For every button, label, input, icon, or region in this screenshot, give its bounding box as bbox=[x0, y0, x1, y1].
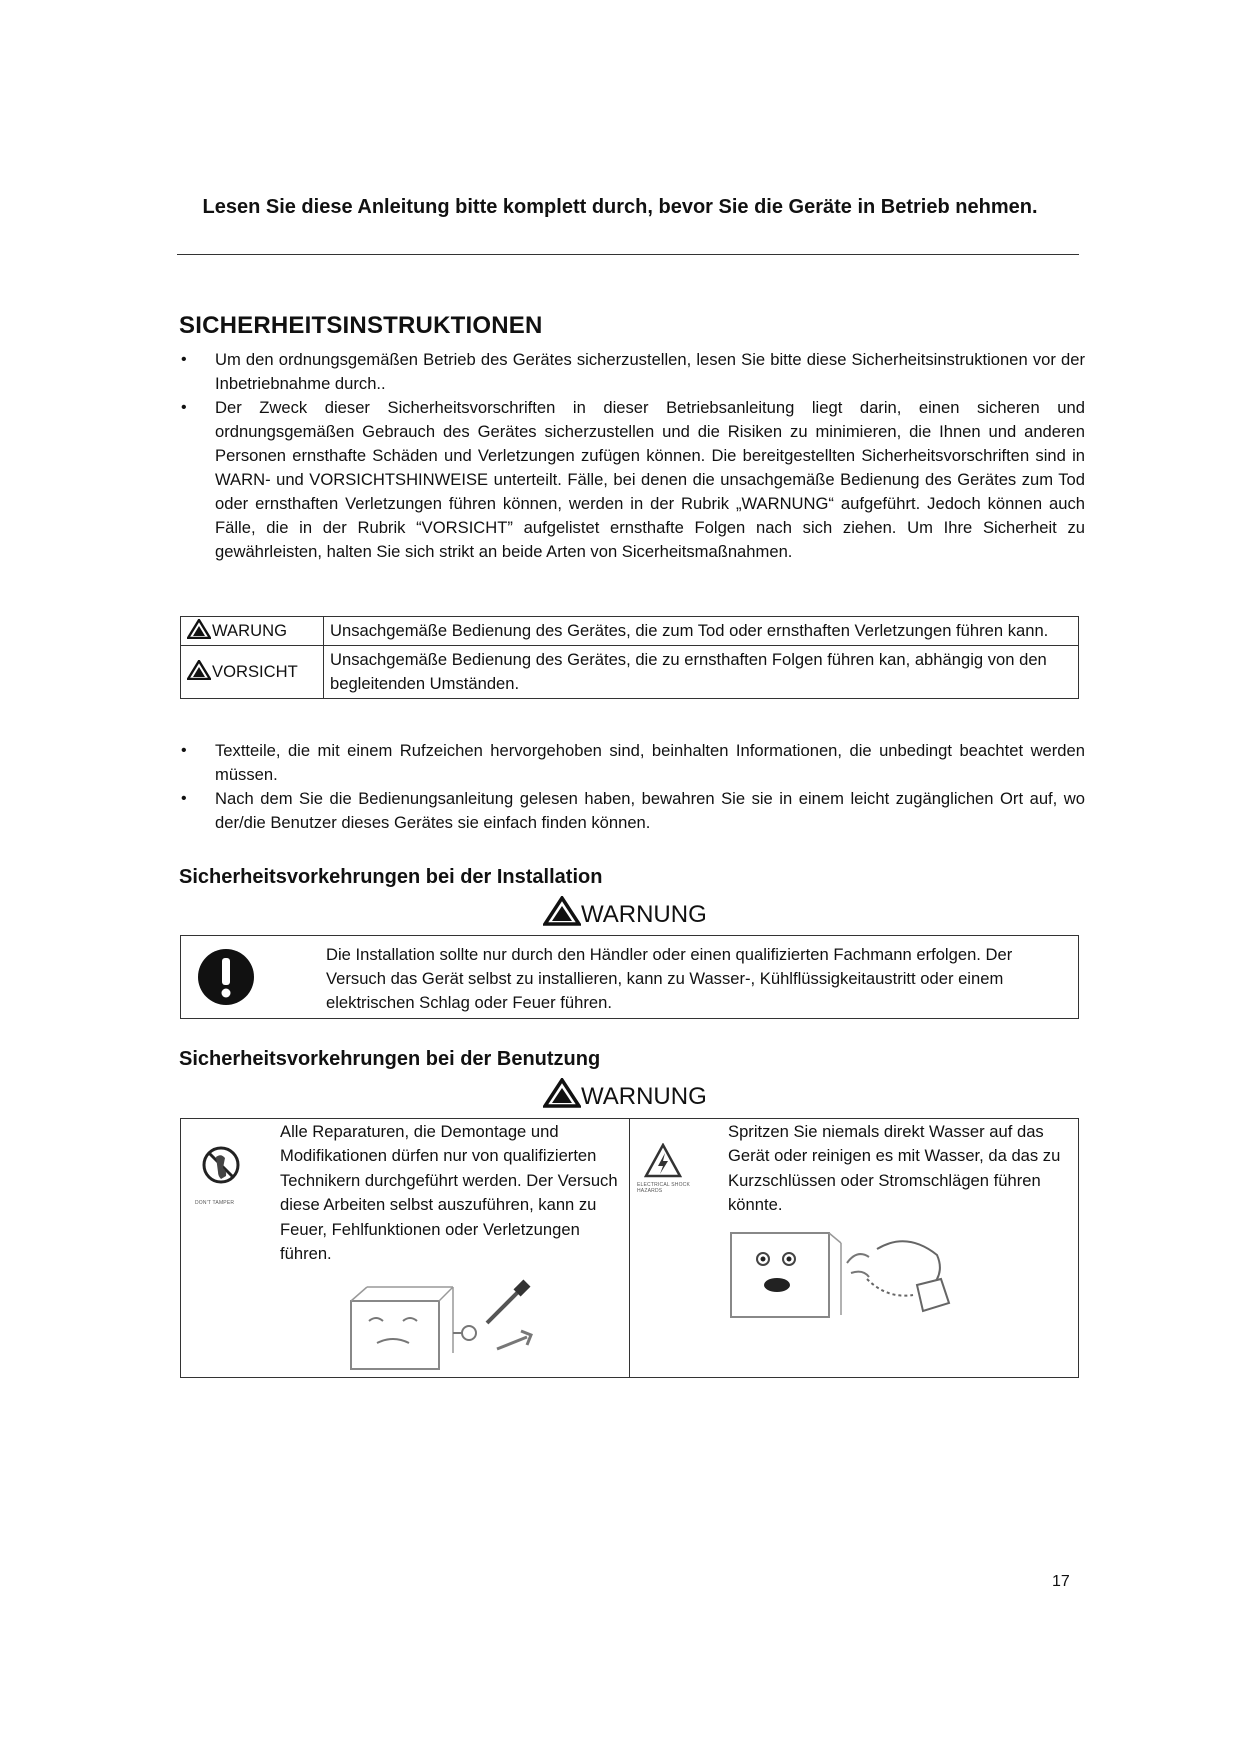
electric-shock-icon bbox=[644, 1143, 682, 1179]
water-spray-illustration bbox=[727, 1229, 957, 1323]
safety-title: SICHERHEITSINSTRUKTIONEN bbox=[179, 312, 543, 339]
divider-line bbox=[177, 254, 1079, 255]
list-item: • Um den ordnungsgemäßen Betrieb des Gerätes sicherzustellen, lesen Sie bitte diese Sicherheitsinstruktionen vor der Inbetriebnahme durch.. bbox=[179, 348, 1085, 396]
exclamation-icon bbox=[197, 948, 255, 1006]
tamper-illustration bbox=[347, 1279, 553, 1373]
warning-triangle-icon bbox=[187, 660, 211, 680]
list-item: • Der Zweck dieser Sicherheitsvorschriften in dieser Betriebsanleitung liegt darin, einen sicheren und ordnungsgemäßen Gebrauch des Gerätes sicherzustellen und die Risiken zu minimieren, die Ihnen und anderen Personen ernsthafte Schäden und Verletzungen zufügen können. Die bereitgestellten Sicherheitsvorschriften sind in WARN- und VORSICHTSHINWEISE unterteilt. Fälle, bei denen die unsachgemäße Bedienung des Gerätes zum Tod oder ernsthaften Verletzungen führen können, werden in der Rubrik „WARNUNG“ aufgeführt. Jedoch können auch Fälle, die in der Rubrik “VORSICHT” aufgelistet ernsthafte Folgen nach sich ziehen. Um Ihre Sicherheit zu gewährleisten, halten Sie sich strikt an beide Arten von Sicerheitsmaßnahmen. bbox=[179, 396, 1085, 564]
no-tamper-icon bbox=[201, 1145, 241, 1189]
list-item: • Nach dem Sie die Bedienungsanleitung gelesen haben, bewahren Sie sie in einem leicht zugänglichen Ort auf, wo der/die Benutzer dieses Gerätes sie einfach finden können. bbox=[179, 787, 1085, 835]
table-row bbox=[181, 646, 1079, 699]
caution-level-text: Unsachgemäße Bedienung des Gerätes, die zu ernsthaften Folgen führen kan, abhängig von den begleitenden Umständen. bbox=[324, 646, 1079, 699]
list-item: • Textteile, die mit einem Rufzeichen hervorgehoben sind, beinhalten Informationen, die unbedingt beachtet werden müssen. bbox=[179, 739, 1085, 787]
installation-warning-text: Die Installation sollte nur durch den Händler oder einen qualifizierten Fachmann erfolgen. Der Versuch das Gerät selbst zu installieren, kann zu Wasser-, Kühlflüssigkeitaustritt oder einem elektrischen Schlag oder Feuer führen. bbox=[326, 945, 1013, 1012]
bullet-list-mid bbox=[179, 739, 1085, 835]
installation-title: Sicherheitsvorkehrungen bei der Installation bbox=[179, 866, 603, 888]
usage-warning-box bbox=[180, 1118, 1079, 1378]
warning-triangle-icon bbox=[187, 619, 211, 639]
repair-warning-text: Alle Reparaturen, die Demontage und Modifikationen dürfen nur von qualifizierten Technikern durchgeführt werden. Der Versuch diese Arbeiten selbst auszuführen, kann zu Feuer, Fehlfunktionen oder Verletzungen führen. bbox=[280, 1122, 618, 1264]
caution-level-label: VORSICHT bbox=[181, 646, 324, 699]
table-row bbox=[181, 617, 1079, 646]
installation-warning-heading: WARNUNG bbox=[543, 896, 843, 929]
warning-level-text: Unsachgemäße Bedienung des Gerätes, die zum Tod oder ernsthaften Verletzungen führen kann. bbox=[324, 617, 1079, 646]
warning-triangle-icon bbox=[543, 896, 581, 926]
water-warning-text: Spritzen Sie niemals direkt Wasser auf das Gerät oder reinigen es mit Wasser, da das zu Kurzschlüssen oder Stromschlägen führen könnte. bbox=[728, 1122, 1061, 1215]
warning-triangle-icon bbox=[543, 1078, 581, 1108]
hazard-levels-table bbox=[180, 616, 1079, 699]
electric-shock-caption: ELECTRICAL SHOCK HAZARDS bbox=[637, 1182, 691, 1194]
installation-warning-box bbox=[180, 935, 1079, 1019]
usage-warning-heading: WARNUNG bbox=[543, 1078, 843, 1111]
no-tamper-caption: DON'T TAMPER bbox=[195, 1200, 235, 1206]
intro-text: Lesen Sie diese Anleitung bitte komplett durch, bevor Sie die Geräte in Betrieb nehmen. bbox=[202, 196, 1038, 218]
column-divider bbox=[629, 1119, 630, 1377]
bullet-list-top bbox=[179, 348, 1085, 564]
warning-level-label: WARUNG bbox=[181, 617, 324, 646]
usage-title: Sicherheitsvorkehrungen bei der Benutzung bbox=[179, 1048, 601, 1070]
page-number: 17 bbox=[1052, 1573, 1070, 1590]
